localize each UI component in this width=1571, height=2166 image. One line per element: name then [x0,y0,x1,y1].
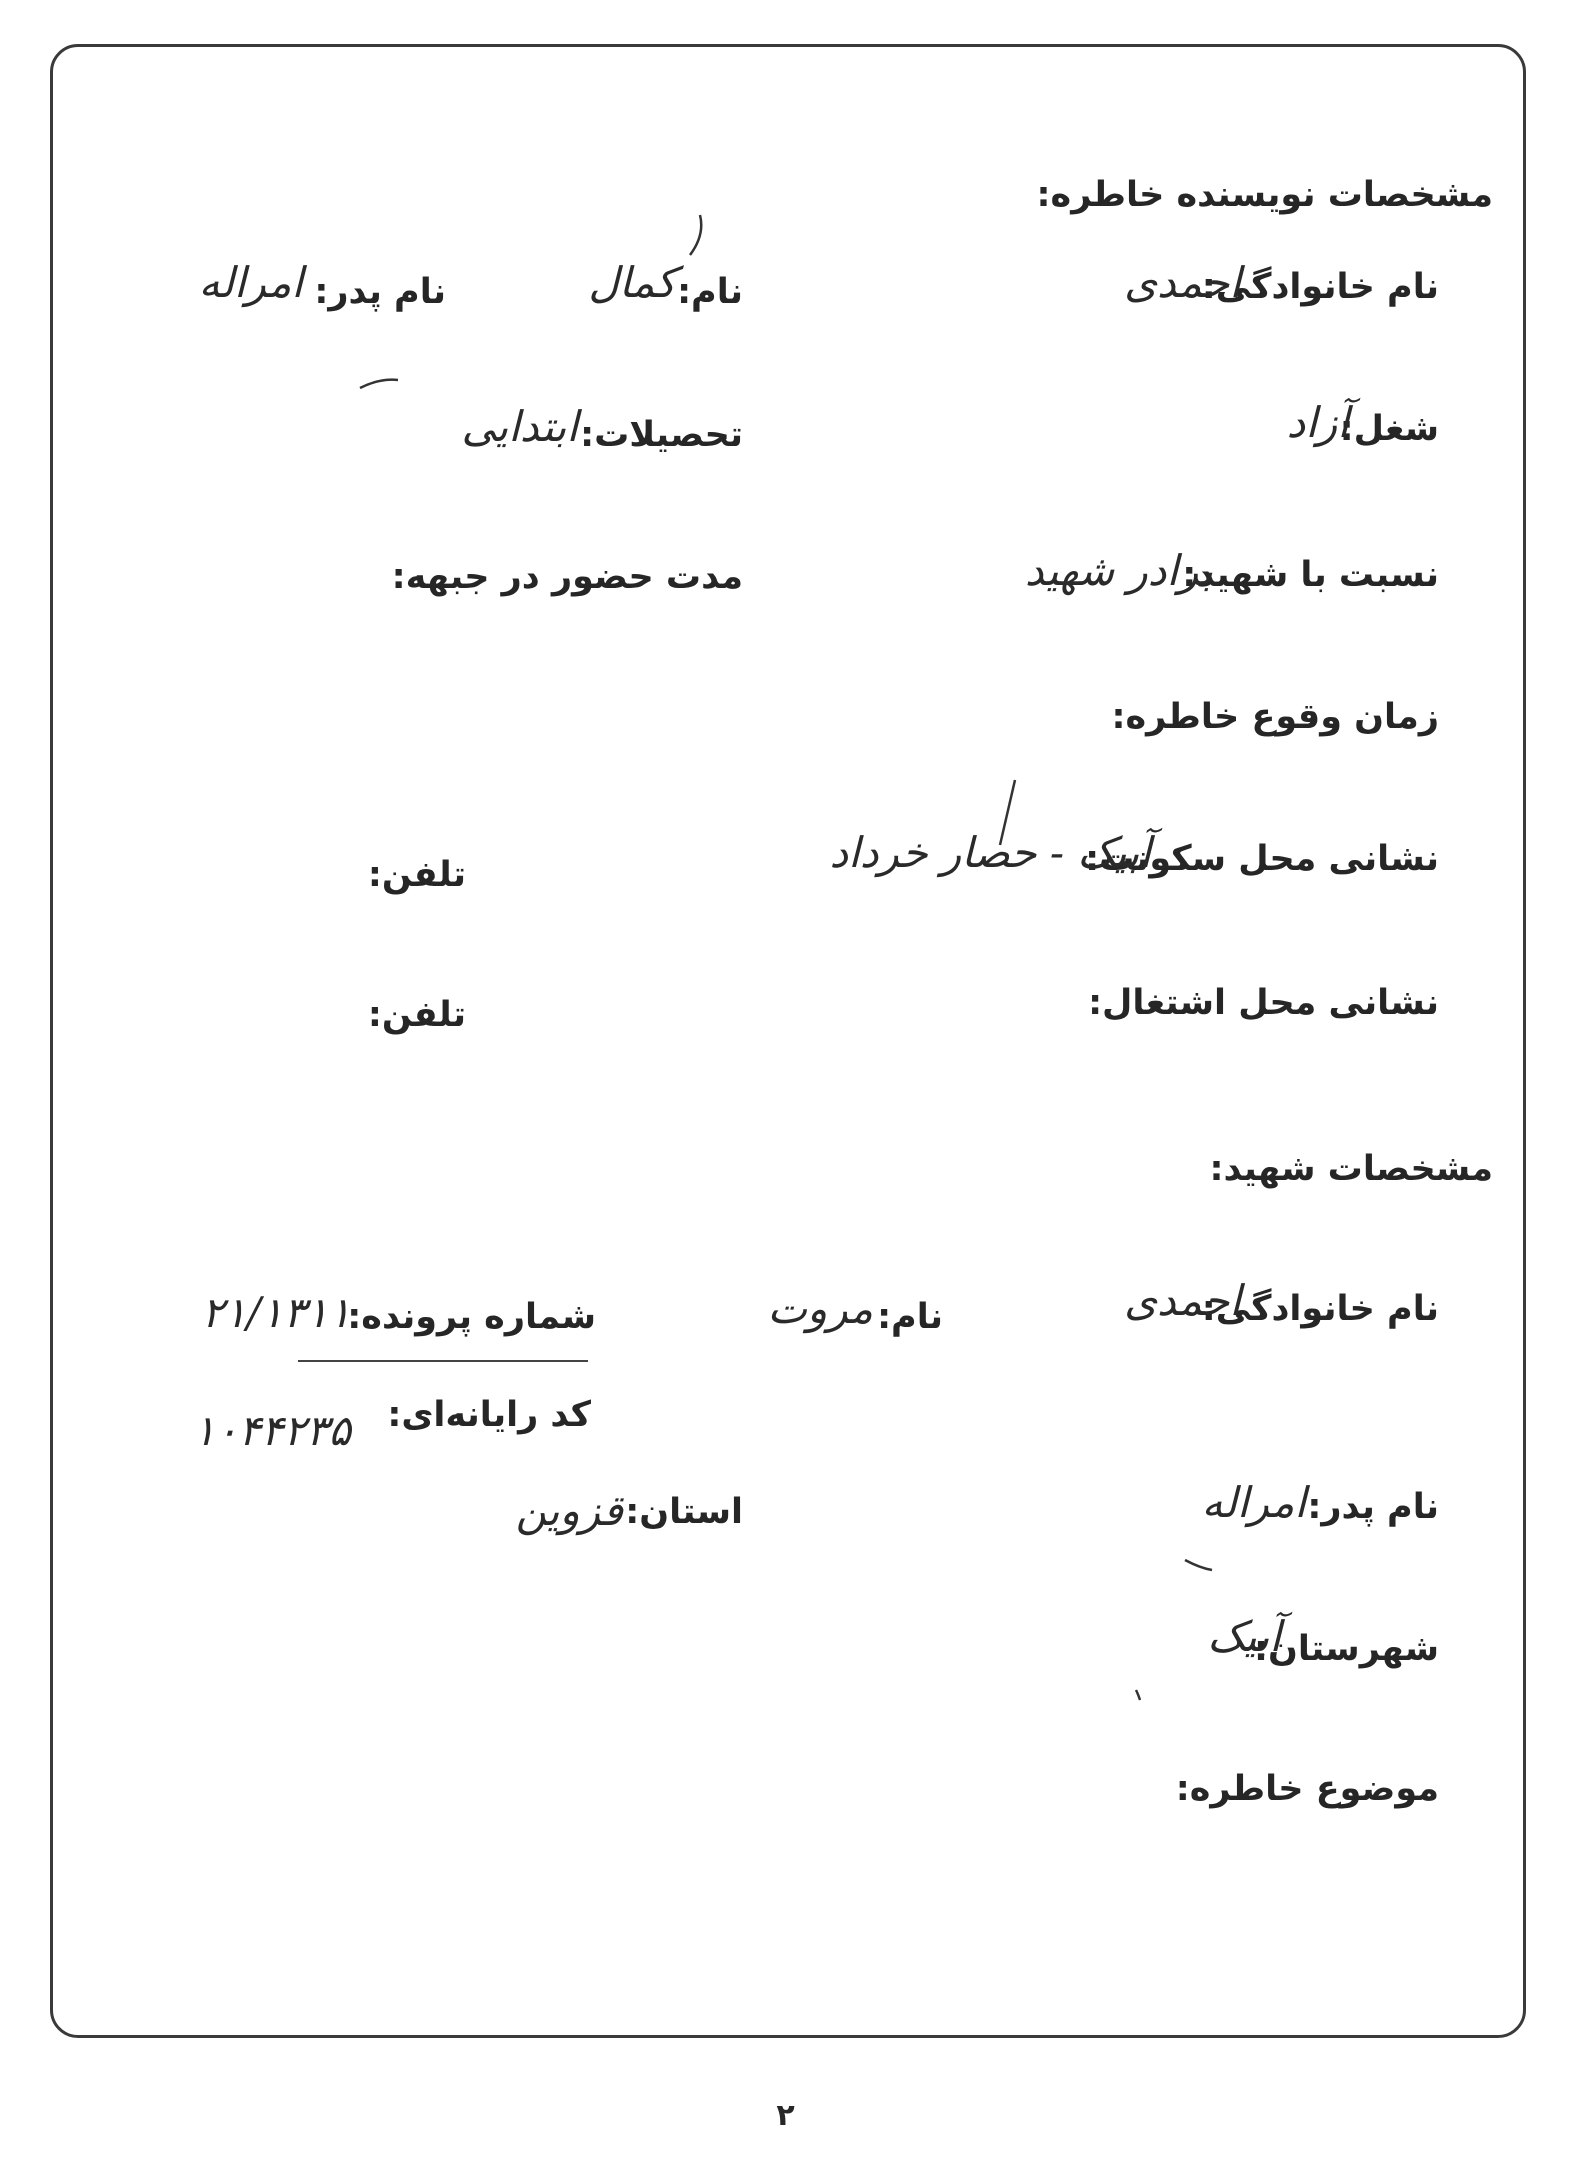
author-family-label: نام خانوادگی: [1201,267,1439,307]
martyr-name-label: نام: [877,1297,943,1337]
front-duration-label: مدت حضور در جبهه: [391,557,743,597]
author-father-value: امراله [198,258,303,307]
author-name-label: نام: [677,272,743,312]
computer-code-value: ۱۰۴۴۲۳۵ [193,1406,351,1455]
author-job-label: شغل: [1339,409,1439,449]
author-job-value: آزاد [1286,398,1349,447]
page-number: ۲ [776,2098,795,2133]
file-number-label: شماره پرونده: [347,1297,596,1337]
martyr-section-title: مشخصات شهید: [1209,1149,1493,1189]
author-family-value: احمدی [1124,258,1241,307]
home-address-label: نشانی محل سکونت: [1085,839,1439,879]
author-relation-label: نسبت با شهید: [1182,555,1439,595]
author-father-label: نام پدر: [314,272,446,312]
file-number-value: ۲۱/۱۳۱۱ [201,1288,351,1337]
author-name-value: کمال [588,258,676,307]
author-education-value: ابتدایی [461,402,578,451]
martyr-family-value: احمدی [1124,1276,1241,1325]
province-label: استان: [625,1492,743,1532]
city-label: شهرستان: [1253,1629,1439,1669]
martyr-name-value: مروت [767,1284,873,1333]
province-value: قزوین [515,1486,623,1535]
memory-time-label: زمان وقوع خاطره: [1111,697,1439,737]
martyr-father-value: امراله [1201,1478,1306,1527]
work-address-label: نشانی محل اشتغال: [1088,983,1439,1023]
author-relation-value: برادر شهید [1024,546,1213,595]
city-value: آبیک [1207,1612,1281,1661]
martyr-father-label: نام پدر: [1307,1487,1439,1527]
martyr-family-label: نام خانوادگی: [1201,1289,1439,1329]
memory-subject-label: موضوع خاطره: [1175,1769,1439,1809]
home-phone-label: تلفن: [367,855,466,895]
computer-code-label: کد رایانه‌ای: [387,1395,591,1435]
work-phone-label: تلفن: [367,995,466,1035]
author-section-title: مشخصات نویسنده خاطره: [1036,175,1493,215]
author-education-label: تحصیلات: [580,415,743,455]
home-address-value: آبیک - حصار خرداد [829,828,1151,877]
